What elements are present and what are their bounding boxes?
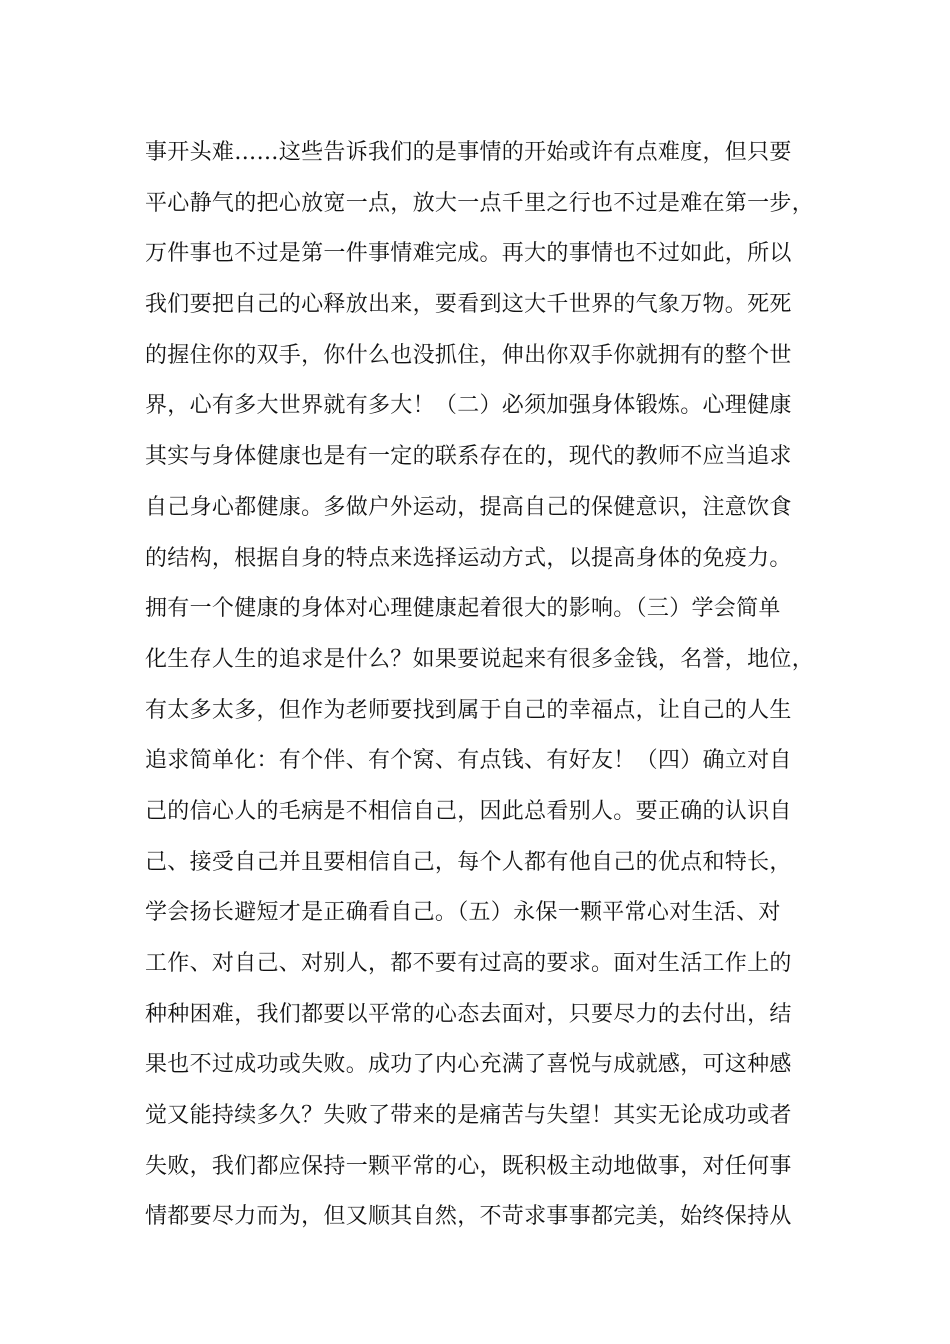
- text-line: 我们要把自己的心释放出来，要看到这大千世界的气象万物。死死: [145, 292, 792, 318]
- text-line: 情都要尽力而为，但又顺其自然，不苛求事事都完美，始终保持从: [145, 1204, 792, 1230]
- text-line: 追求简单化：有个伴、有个窝、有点钱、有好友！（四）确立对自: [145, 748, 792, 774]
- text-line: 平心静气的把心放宽一点，放大一点千里之行也不过是难在第一步，: [145, 190, 815, 216]
- text-line: 的结构，根据自身的特点来选择运动方式，以提高身体的免疫力。: [145, 545, 792, 571]
- text-line: 工作、对自己、对别人，都不要有过高的要求。面对生活工作上的: [145, 951, 792, 976]
- text-line: 失败，我们都应保持一颗平常的心，既积极主动地做事，对任何事: [145, 1153, 792, 1179]
- text-line: 拥有一个健康的身体对心理健康起着很大的影响。（三）学会简单: [145, 596, 781, 622]
- text-line: 有太多太多，但作为老师要找到属于自己的幸福点，让自己的人生: [145, 697, 792, 723]
- text-line: 种种困难，我们都要以平常的心态去面对，只要尽力的去付出，结: [145, 1001, 792, 1027]
- text-line: 事开头难……这些告诉我们的是事情的开始或许有点难度，但只要: [145, 140, 792, 165]
- text-line: 界，心有多大世界就有多大！（二）必须加强身体锻炼。心理健康: [145, 393, 792, 419]
- text-line: 果也不过成功或失败。成功了内心充满了喜悦与成就感，可这种感: [145, 1052, 792, 1078]
- text-line: 万件事也不过是第一件事情难完成。再大的事情也不过如此，所以: [145, 241, 792, 267]
- text-line: 己的信心人的毛病是不相信自己，因此总看别人。要正确的认识自: [145, 798, 792, 824]
- text-line: 己、接受自己并且要相信自己，每个人都有他自己的优点和特长，: [145, 849, 792, 875]
- text-line: 自己身心都健康。多做户外运动，提高自己的保健意识，注意饮食: [145, 494, 792, 520]
- text-line: 学会扬长避短才是正确看自己。（五）永保一颗平常心对生活、对: [145, 900, 781, 926]
- text-line: 的握住你的双手，你什么也没抓住，伸出你双手你就拥有的整个世: [145, 342, 792, 368]
- text-line: 化生存人生的追求是什么？如果要说起来有很多金钱，名誉，地位，: [145, 646, 815, 672]
- body-text: [145, 128, 815, 1243]
- text-line: 其实与身体健康也是有一定的联系存在的，现代的教师不应当追求: [145, 444, 792, 470]
- text-line: 觉又能持续多久？失败了带来的是痛苦与失望！其实无论成功或者: [145, 1103, 792, 1129]
